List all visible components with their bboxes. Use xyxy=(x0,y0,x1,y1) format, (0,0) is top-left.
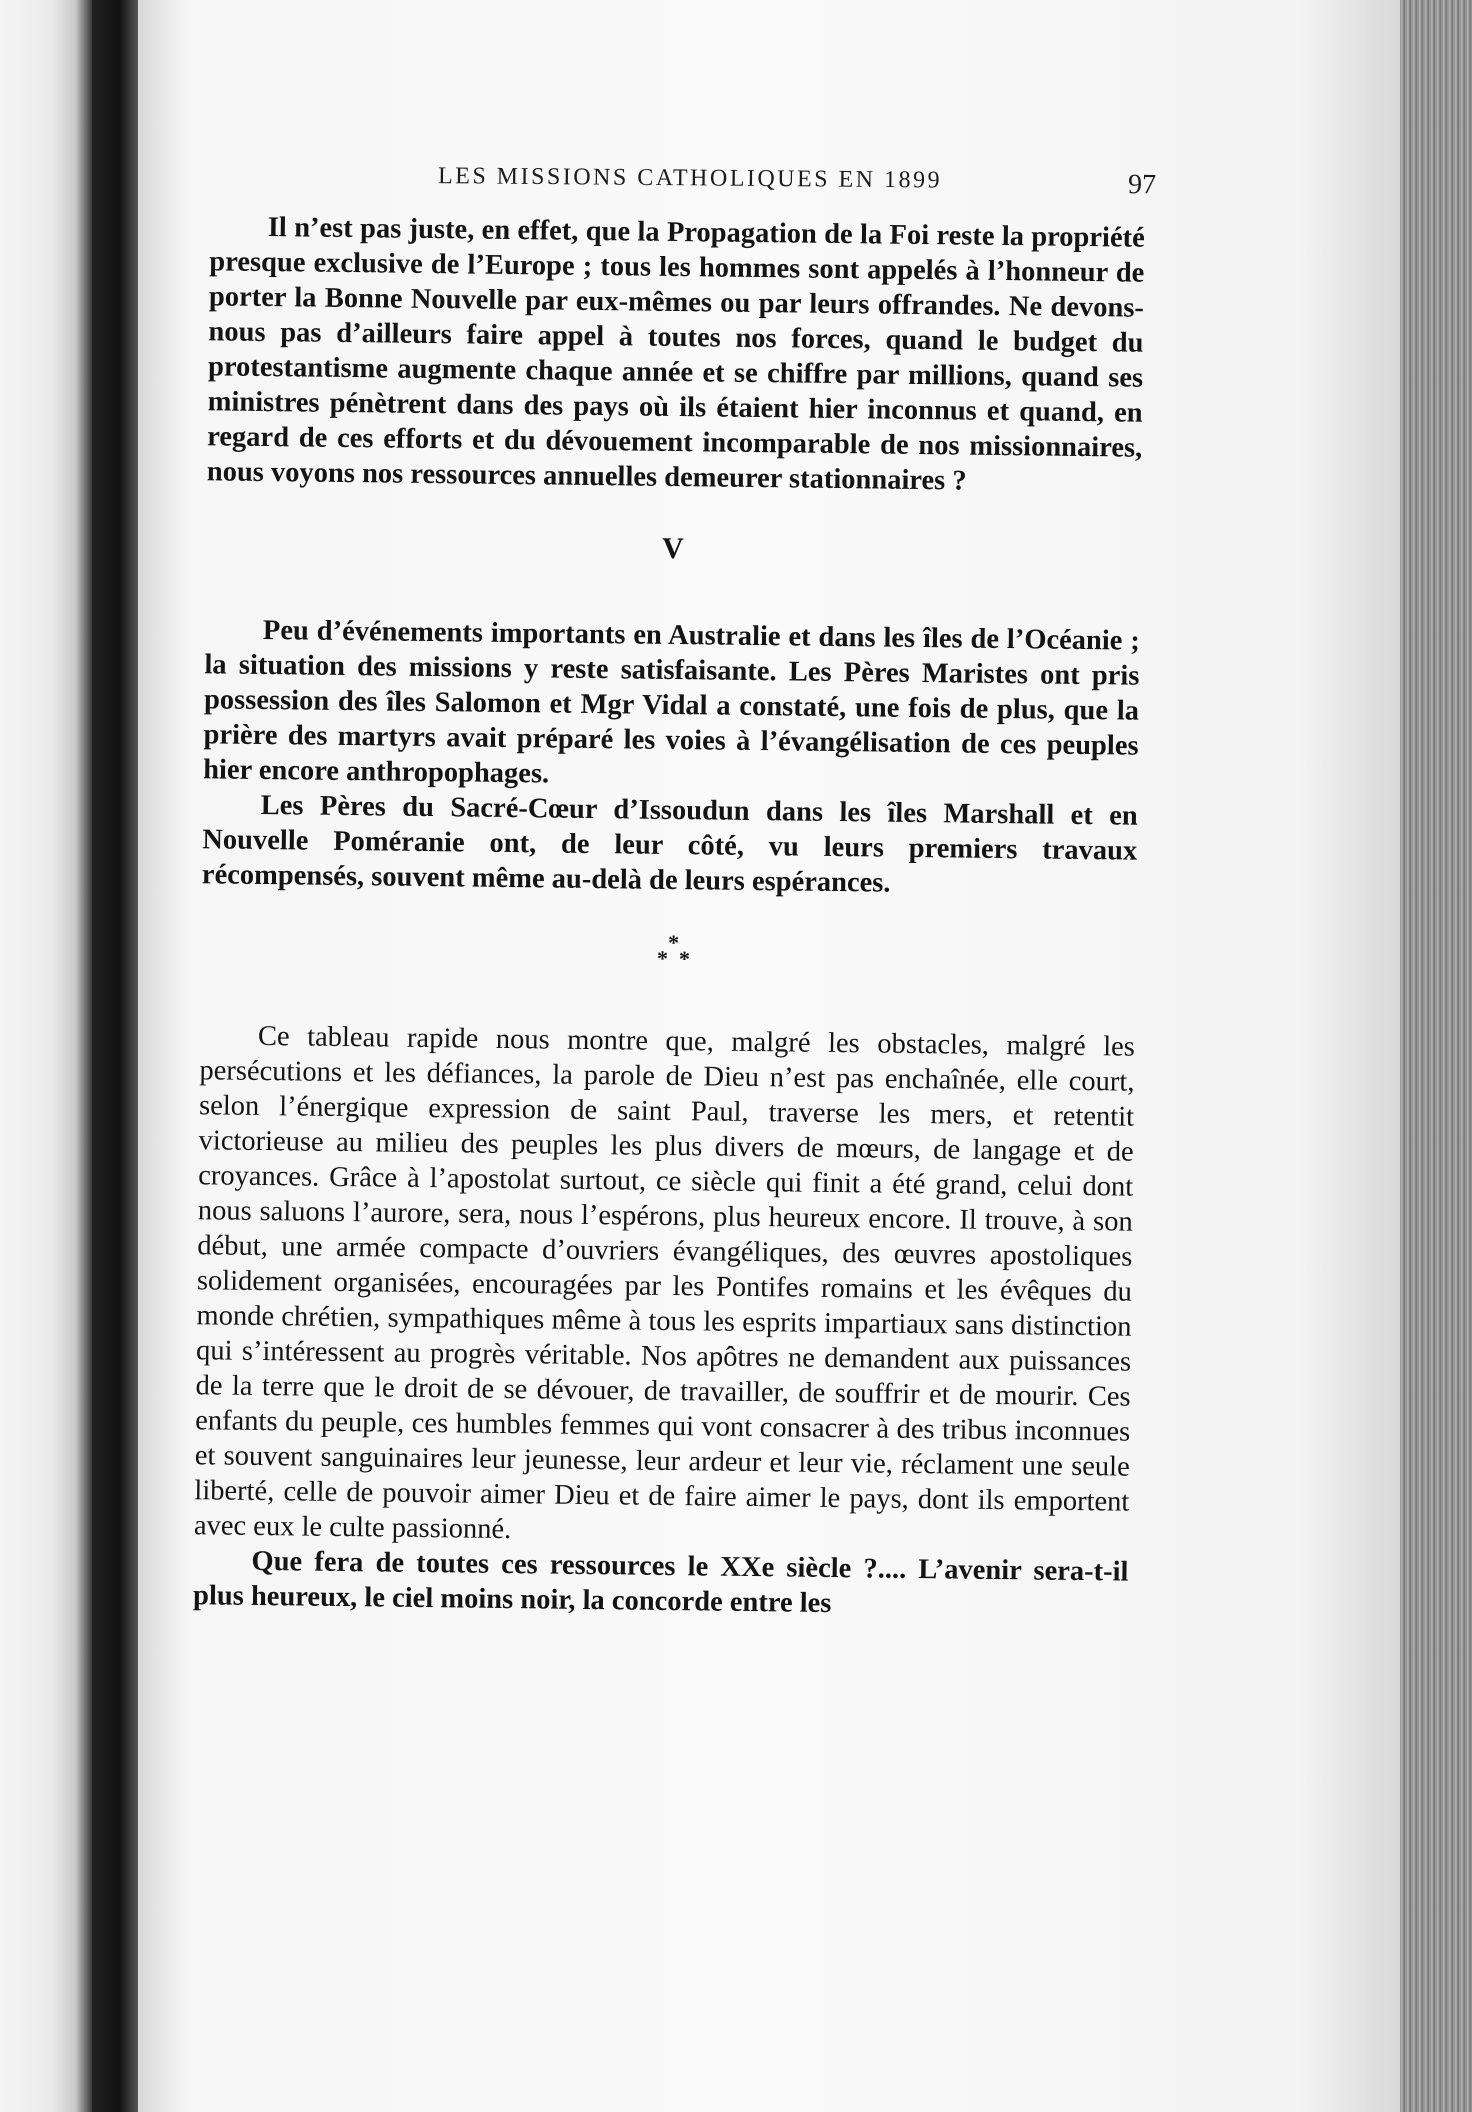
paragraph-oceania: Peu d’événements importants en Australie et dans les îles de l’Océanie ; la situation des missions y reste satisfaisante. Les Pères Maristes ont pris possession des îles Salomon et Mgr Vidal a constaté, une fois de plus, que la prière des martyrs avait préparé les voies à l’évangélisation de ces peuples hier encore anthropophages. xyxy=(202,614,1141,790)
page-number: 97 xyxy=(1127,169,1157,201)
paragraph-conclusion: Ce tableau rapide nous montre que, malgré les obstacles, malgré les persécutions et les défiances, la parole de Dieu n’est pas enchaînée, elle court, selon l’énergique expression de saint Paul, traverse les mers, et retentit victorieuse au milieu des peuples les plus divers de mœurs, de langage et de croyances. Grâce à l’apostolat surtout, ce siècle qui finit a été grand, celui dont nous saluons l’aurore, sera, nous l’espérons, plus heureux encore. Il trouve, à son début, une armée compacte d’ouvriers évangéliques, des œuvres apostoliques solidement organisées, encouragées par les Pontifes romains et les évêques du monde chrétien, sympathiques même à tous les esprits impartiaux sans distinction qui s’intéressent au progrès véritable. Nos apôtres ne demandent aux puissances de la terre que le droit de se dévouer, de travailler, de souffrir et de mourir. Ces enfants du peuple, ces humbles femmes qui vont consacrer à des tribus inconnues et souvent sanguinaires leur jeunesse, leur ardeur et leur vie, réclament une seule liberté, celle de pouvoir aimer Dieu et de faire aimer le pays, dont ils emportent avec eux le culte passionné. xyxy=(193,1020,1136,1546)
asterism-star-right: * xyxy=(678,946,691,972)
asterism-star-top: * xyxy=(667,929,680,956)
asterism xyxy=(201,922,1137,993)
asterism-star-left: * xyxy=(656,945,669,971)
facing-page-edge xyxy=(0,0,92,2112)
page-stack-edge xyxy=(1400,0,1472,2112)
book-page xyxy=(138,0,1400,2112)
section-number: V xyxy=(661,531,685,566)
paragraph-sacred-heart: Les Pères du Sacré-Cœur d’Issoudun dans les îles Marshall et en Nouvelle Poméranie ont, de leur côté, vu leurs premiers travaux récompensés, souvent même au-delà de leurs espérances. xyxy=(201,789,1138,899)
paragraph-future: Que fera de toutes ces ressources le XXe siècle ?.... L’avenir sera-t-il plus heureux, le ciel moins noir, la concorde entre les xyxy=(192,1545,1129,1619)
running-title: LES MISSIONS CATHOLIQUES EN 1899 xyxy=(437,163,943,194)
book-gutter xyxy=(92,0,138,2112)
page-header xyxy=(138,160,1400,211)
page-body xyxy=(193,209,1145,1624)
paragraph-propagation: Il n’est pas juste, en effet, que la Propagation de la Foi reste la propriété presque exclusive de l’Europe ; tous les hommes sont appelés à l’honneur de porter la Bonne Nouvelle par eux-mêmes ou par leurs offrandes. Ne devons-nous pas d’ailleurs faire appel à toutes nos forces, quand le budget du protestantisme augmente chaque année et se chiffre par millions, quand ses ministres pénètrent dans des pays où ils étaient hier inconnus et quand, en regard de ces efforts et du dévouement incomparable de nos missionnaires, nous voyons nos ressources annuelles demeurer stationnaires ? xyxy=(206,211,1145,497)
